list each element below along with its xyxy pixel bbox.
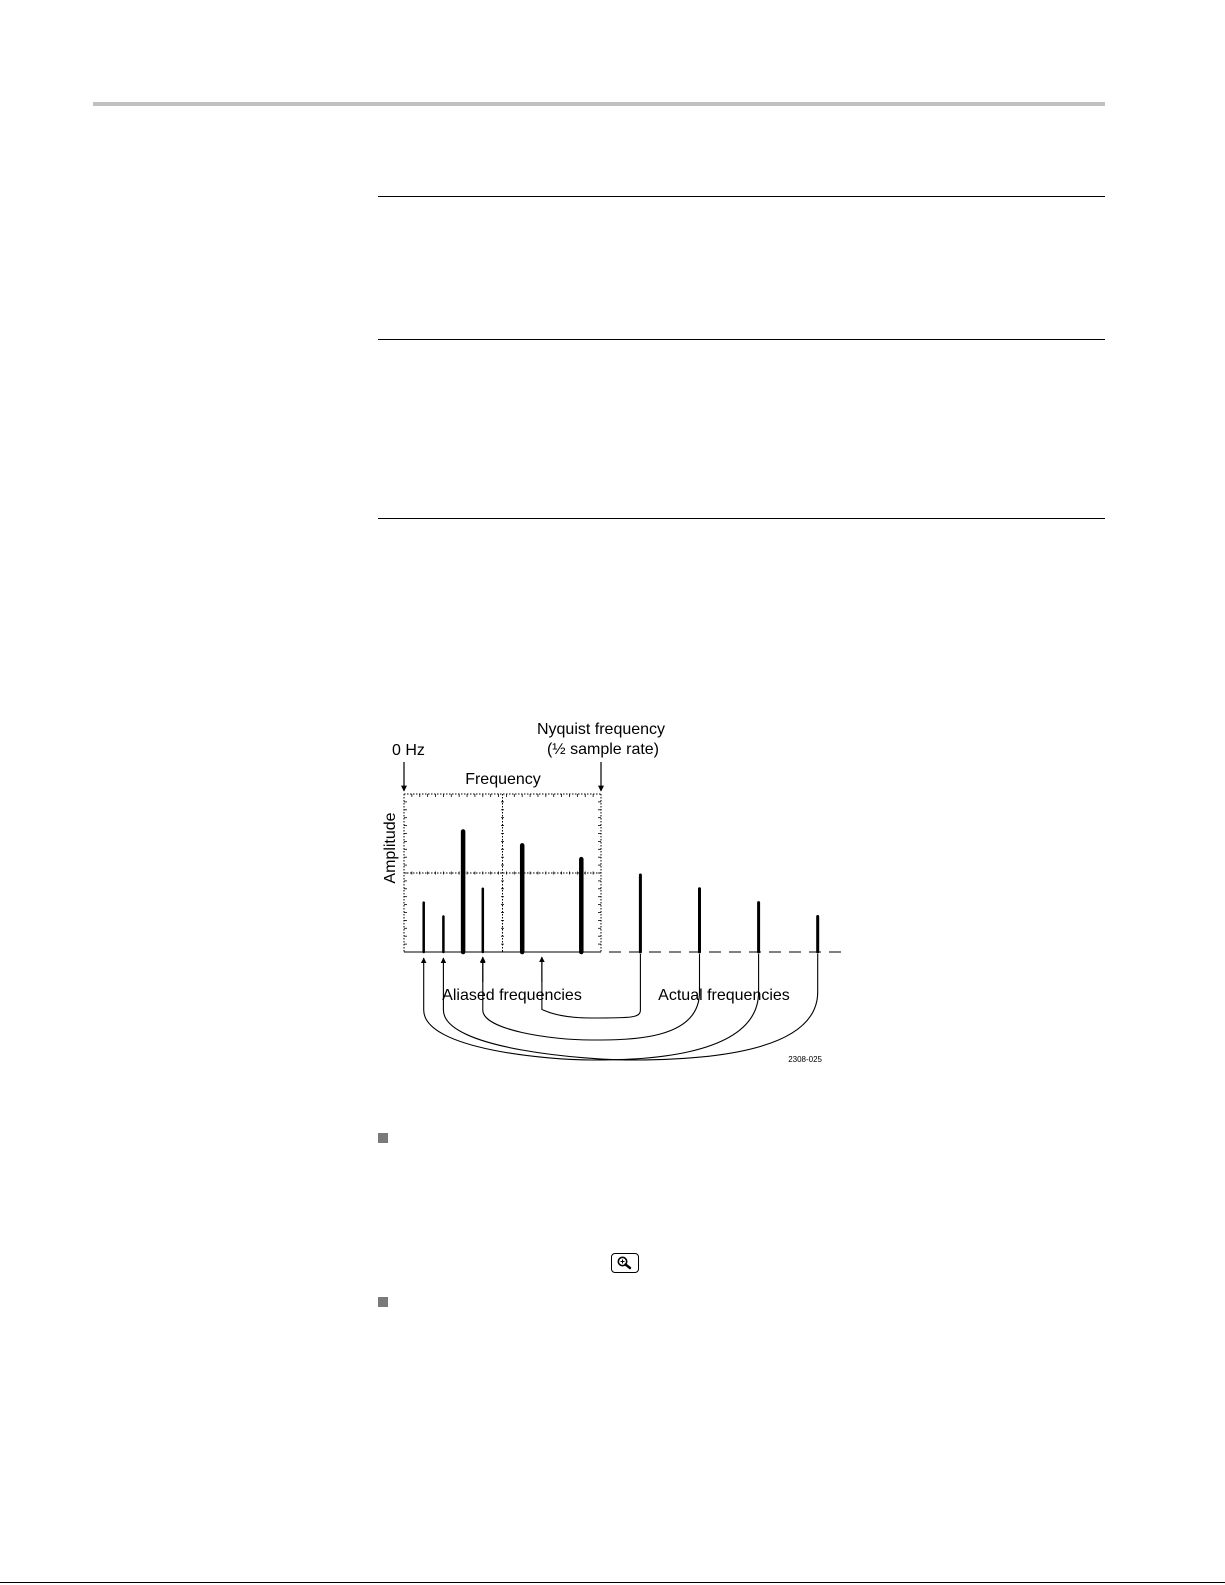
chart-bars: [424, 832, 818, 952]
chart-grid: [404, 794, 601, 952]
zoom-magnifier-icon: [612, 1254, 637, 1271]
section-rule-2: [378, 339, 1105, 340]
square-bullet-icon: [378, 1133, 388, 1143]
alias-curve-arrow: [542, 954, 641, 1018]
footer-rule: [0, 1582, 1225, 1583]
figure-id-label: 2308-025: [788, 1055, 822, 1064]
section-rule-1: [378, 196, 1105, 197]
amplitude-axis-label: Amplitude: [382, 812, 399, 884]
alias-curve-arrow: [424, 954, 759, 1060]
nyquist-label-line1: Nyquist frequency: [536, 721, 666, 738]
chart-arrows: [404, 762, 818, 1060]
header-rule: [93, 102, 1105, 106]
square-bullet-icon: [378, 1297, 388, 1307]
section-rule-3: [378, 518, 1105, 519]
aliasing-figure: [370, 710, 850, 1080]
aliased-frequencies-label: Aliased frequencies: [442, 987, 582, 1004]
nyquist-label-line2: (½ sample rate): [546, 741, 660, 758]
alias-curve-arrow: [443, 954, 817, 1060]
zero-hz-label: 0 Hz: [392, 742, 425, 759]
actual-frequencies-label: Actual frequencies: [658, 987, 790, 1004]
zoom-button-icon: [611, 1253, 639, 1273]
frequency-axis-label: Frequency: [465, 771, 541, 788]
